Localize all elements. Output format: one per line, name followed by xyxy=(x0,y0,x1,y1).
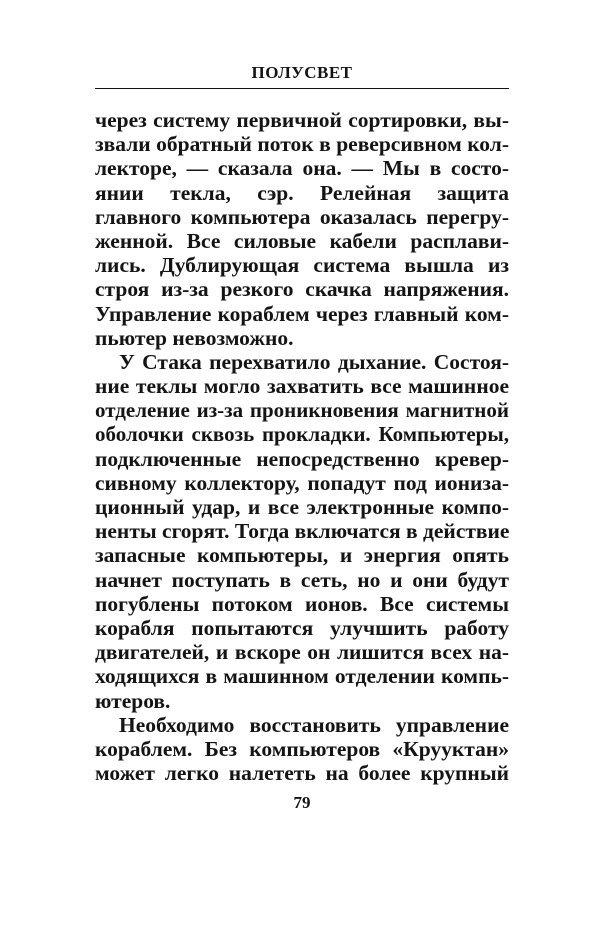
text-line: отделение из-за проникновения магнитной xyxy=(95,398,509,423)
text-line: запасные компьютеры, и энергия опять xyxy=(95,543,509,568)
text-line: лись. Дублирующая система вышла из xyxy=(95,253,509,278)
text-line: ютеров. xyxy=(95,688,171,713)
header-rule xyxy=(95,88,509,89)
body-text xyxy=(95,108,509,785)
paragraph-2 xyxy=(95,350,509,713)
text-line: строя из-за резкого скачка напряжения. xyxy=(95,277,509,302)
page-number: 79 xyxy=(293,793,311,812)
text-line: ненты сгорят. Тогда включатся в действие xyxy=(95,519,509,544)
paragraph-1 xyxy=(95,108,509,350)
text-line: подключенные непосредственно кревер- xyxy=(95,446,509,471)
text-line: звали обратный поток в реверсивном кол- xyxy=(95,132,509,157)
text-line: лекторе, — сказала она. — Мы в состо- xyxy=(95,156,509,181)
paragraph-3 xyxy=(95,713,509,786)
text-line: Управление кораблем через главный ком- xyxy=(95,301,509,326)
text-line: корабля попытаются улучшить работу xyxy=(95,615,509,640)
text-line: пьютер невозможно. xyxy=(95,325,294,350)
text-line: женной. Все силовые кабели расплави- xyxy=(95,228,509,253)
text-line: янии текла, сэр. Релейная защита xyxy=(95,180,509,205)
text-line: ходящихся в машинном отделении компь- xyxy=(95,664,509,689)
text-line: оболочки сквозь прокладки. Компьютеры, xyxy=(95,422,509,447)
text-line: погублены потоком ионов. Все системы xyxy=(95,591,509,616)
text-line: сивному коллектору, попадут под иониза- xyxy=(95,470,509,495)
text-line: ционный удар, и все электронные компо- xyxy=(95,495,509,519)
text-line: через систему первичной сортировки, вы- xyxy=(95,108,509,132)
text-line: кораблем. Без компьютеров «Крууктан» xyxy=(95,736,509,761)
running-header: ПОЛУСВЕТ xyxy=(251,63,353,82)
text-line: главного компьютера оказалась перегру- xyxy=(95,204,509,229)
text-line: У Стака перехватило дыхание. Состоя- xyxy=(119,349,509,374)
text-line: ние теклы могло захватить все машинное xyxy=(95,374,509,399)
text-line: начнет поступать в сеть, но и они будут xyxy=(95,567,509,592)
text-line: Необходимо восстановить управление xyxy=(119,712,509,737)
text-line: может легко налететь на более крупный xyxy=(95,761,509,786)
text-line: двигателей, и вскоре он лишится всех на- xyxy=(95,640,509,665)
